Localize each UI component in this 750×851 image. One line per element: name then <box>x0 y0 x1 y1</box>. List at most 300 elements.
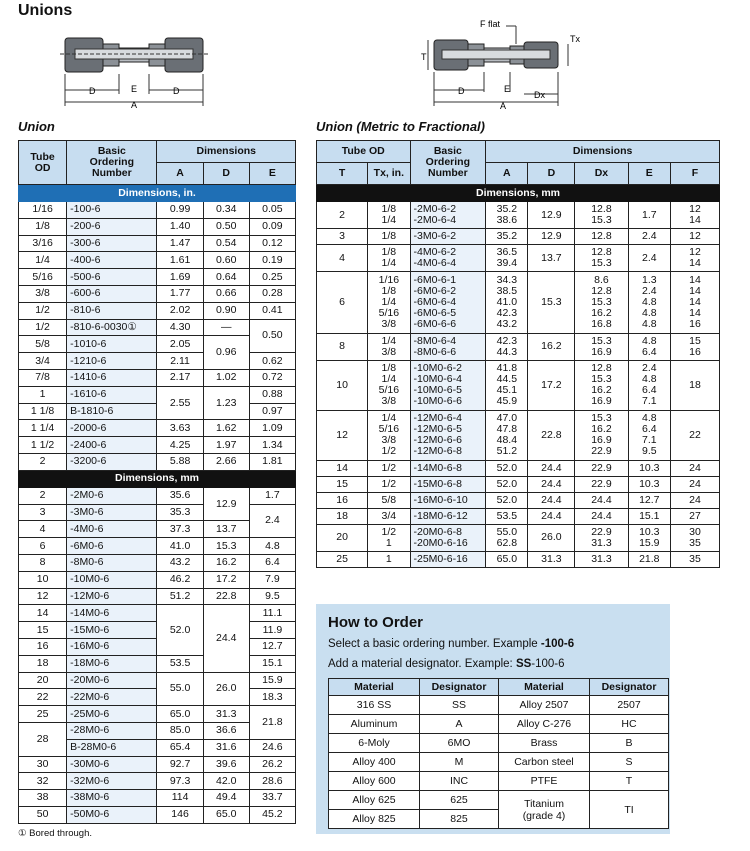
dim-f-cell <box>670 508 719 524</box>
value-cell: 12.9 <box>203 487 249 521</box>
value-cell: 1 1/2 <box>19 437 67 454</box>
value-cell: 28.6 <box>249 773 295 790</box>
part-number-cell: B-28M0-6 <box>67 739 157 756</box>
cell-line: 43.2 <box>496 317 518 330</box>
cell-line: 15.3 <box>591 257 612 269</box>
value-cell: 7/8 <box>19 369 67 386</box>
dim-dx-cell <box>575 476 628 492</box>
value-cell: 1.02 <box>203 369 249 386</box>
value-cell: 1.81 <box>249 453 295 470</box>
value-cell: 17.2 <box>203 571 249 588</box>
header-dimensions: Dimensions <box>157 141 296 163</box>
value-cell: 21.8 <box>249 706 295 740</box>
cell-line: 1 <box>385 536 392 549</box>
cell-line: 12.8 <box>591 230 612 242</box>
metric-union-body-drawing <box>434 40 558 70</box>
dim-a-cell <box>486 360 528 410</box>
value-cell: 11.9 <box>249 622 295 639</box>
value-cell: 1.62 <box>203 420 249 437</box>
cell-line: 3/8 <box>381 317 397 330</box>
material-row <box>329 772 669 791</box>
value-cell: 37.3 <box>157 521 203 538</box>
table-row <box>317 245 720 272</box>
part-number-cell: -3200-6 <box>67 453 157 470</box>
value-cell: 36.6 <box>203 722 249 739</box>
table-row <box>317 333 720 360</box>
union-diagram <box>55 28 215 110</box>
dim-dx-cell <box>575 524 628 551</box>
part-number-cell: -25M0-6 <box>67 706 157 723</box>
cell-line: 2.4 <box>642 284 657 297</box>
value-cell: 5/8 <box>19 336 67 353</box>
material-header: Material <box>329 679 420 696</box>
dim-f-cell <box>670 476 719 492</box>
material-header: Material <box>499 679 590 696</box>
cell-line: 30 <box>689 525 701 538</box>
cell-line: 5/16 <box>378 384 400 396</box>
cell-line: 2.4 <box>642 362 657 374</box>
cell-line: 16.2 <box>591 306 612 319</box>
dim-d-cell: 13.7 <box>528 245 575 272</box>
cell-line: 5/16 <box>378 306 400 319</box>
part-number-cell: -14M0-6 <box>67 605 157 622</box>
cell-line: 5/16 <box>378 423 400 435</box>
cell-line: 1/2 <box>381 461 397 474</box>
table-row <box>19 218 296 235</box>
part-number-cell: -200-6 <box>67 218 157 235</box>
part-number-cell: -300-6 <box>67 235 157 252</box>
header-e: E <box>249 163 295 185</box>
designator-cell: T <box>590 772 669 791</box>
cell-line: 14 <box>689 284 701 297</box>
value-cell: 0.25 <box>249 269 295 286</box>
cell-line: 44.5 <box>496 373 518 385</box>
part-number-cell: -50M0-6 <box>67 806 157 823</box>
header-d: D <box>203 163 249 185</box>
union-body-drawing <box>60 38 210 72</box>
cell-line: 12 <box>689 246 701 258</box>
cell-line: 14 <box>689 273 701 286</box>
tube-t-cell: 20 <box>317 524 368 551</box>
cell-line: 22.9 <box>591 445 612 457</box>
part-number-cell <box>410 245 486 272</box>
cell-line: 4.8 <box>642 334 657 347</box>
header-t: T <box>317 163 368 185</box>
value-cell: 3/8 <box>19 285 67 302</box>
dim-dx-cell <box>575 492 628 508</box>
value-cell: 1.69 <box>157 269 203 286</box>
part-number-cell <box>410 524 486 551</box>
value-cell: 33.7 <box>249 790 295 807</box>
dim-dx-cell <box>575 202 628 229</box>
material-cell: PTFE <box>499 772 590 791</box>
dim-a-cell <box>486 476 528 492</box>
table-row <box>19 453 296 470</box>
cell-line: -20M0-6-16 <box>413 536 468 549</box>
cell-line: -4M0-6-2 <box>413 246 457 258</box>
value-cell: 31.3 <box>203 706 249 723</box>
dim-f-cell <box>670 245 719 272</box>
cell-line: -12M0-6-4 <box>413 412 462 424</box>
value-cell: 26.0 <box>203 672 249 706</box>
header-dx: Dx <box>575 163 628 185</box>
dim-a-cell <box>486 229 528 245</box>
value-cell: 6 <box>19 538 67 555</box>
cell-line: 12.8 <box>591 284 612 297</box>
cell-line: 31.3 <box>591 552 612 565</box>
value-cell: 65.0 <box>157 706 203 723</box>
dim-f-cell <box>670 410 719 460</box>
cell-line: -20M0-6-8 <box>413 525 462 538</box>
part-number-cell: -600-6 <box>67 285 157 302</box>
metric-union-diagram <box>420 18 590 110</box>
part-number-cell: -30M0-6 <box>67 756 157 773</box>
value-cell: 28 <box>19 722 67 756</box>
cell-line: 12 <box>689 203 701 215</box>
tube-t-cell: 8 <box>317 333 368 360</box>
value-cell: 3/4 <box>19 353 67 370</box>
cell-line: 6.4 <box>642 345 657 358</box>
value-cell: 9.5 <box>249 588 295 605</box>
dim-dx-cell <box>575 551 628 567</box>
cell-line: 55.0 <box>496 525 518 538</box>
value-cell: 2.05 <box>157 336 203 353</box>
value-cell: 35.3 <box>157 504 203 521</box>
cell-line: 4.8 <box>642 412 657 424</box>
value-cell: 3 <box>19 504 67 521</box>
value-cell: 1/4 <box>19 252 67 269</box>
tube-t-cell: 2 <box>317 202 368 229</box>
table-row <box>317 272 720 334</box>
value-cell: 92.7 <box>157 756 203 773</box>
table-row <box>19 806 296 823</box>
tube-tx-cell <box>368 476 410 492</box>
table-row <box>19 386 296 403</box>
cell-line: -8M0-6-6 <box>413 345 457 358</box>
cell-line: 24.4 <box>591 509 612 522</box>
material-cell: Alloy 600 <box>329 772 420 791</box>
value-cell: 51.2 <box>157 588 203 605</box>
value-cell: 0.09 <box>249 218 295 235</box>
cell-line: 15.3 <box>591 373 612 385</box>
value-cell: 2.17 <box>157 369 203 386</box>
value-cell: 45.2 <box>249 806 295 823</box>
table-row <box>317 492 720 508</box>
dim-label-t: T <box>421 52 427 62</box>
cell-line: -6M0-6-4 <box>413 295 457 308</box>
cell-line: 1/4 <box>381 373 397 385</box>
material-cell: Alloy 400 <box>329 753 420 772</box>
value-cell: 146 <box>157 806 203 823</box>
value-cell: 1.47 <box>157 235 203 252</box>
part-number-cell: -500-6 <box>67 269 157 286</box>
cell-line: 14 <box>689 306 701 319</box>
part-number-cell: -20M0-6 <box>67 672 157 689</box>
cell-line: -6M0-6-6 <box>413 317 457 330</box>
cell-line: -12M0-6-6 <box>413 434 462 446</box>
part-number-cell: -2400-6 <box>67 437 157 454</box>
value-cell: 3/16 <box>19 235 67 252</box>
cell-line: 8.6 <box>594 273 609 286</box>
table-row <box>317 229 720 245</box>
table-row <box>19 655 296 672</box>
section-band <box>19 185 296 202</box>
part-number-cell <box>410 229 486 245</box>
value-cell: 1.61 <box>157 252 203 269</box>
dim-dx-cell <box>575 272 628 334</box>
header-a: A <box>486 163 528 185</box>
value-cell: 4.25 <box>157 437 203 454</box>
designator-cell: M <box>420 753 499 772</box>
cell-line: 10.3 <box>639 525 660 538</box>
header-tube-od: Tube OD <box>317 141 411 163</box>
table-row <box>19 319 296 336</box>
cell-line: 10.3 <box>639 461 660 474</box>
cell-line: 3/8 <box>381 395 397 407</box>
cell-line: -10M0-6-6 <box>413 395 462 407</box>
dim-dx-cell <box>575 333 628 360</box>
value-cell: 18.3 <box>249 689 295 706</box>
value-cell: 38 <box>19 790 67 807</box>
dim-e-cell <box>628 410 670 460</box>
cell-line: 45.1 <box>496 384 518 396</box>
cell-line: 15 <box>689 334 701 347</box>
cell-line: 44.3 <box>496 345 518 358</box>
value-cell: 8 <box>19 554 67 571</box>
dim-label-e: E <box>131 84 138 94</box>
value-cell: 15 <box>19 622 67 639</box>
cell-line: 1/4 <box>381 257 397 269</box>
material-cell: 316 SS <box>329 696 420 715</box>
part-number-cell: -22M0-6 <box>67 689 157 706</box>
value-cell: 0.34 <box>203 202 249 219</box>
footnote: ① Bored through. <box>18 828 93 839</box>
cell-line: 16.8 <box>591 317 612 330</box>
tube-t-cell: 25 <box>317 551 368 567</box>
value-cell: 0.90 <box>203 302 249 319</box>
value-cell: 15.1 <box>249 655 295 672</box>
value-cell: 0.66 <box>203 285 249 302</box>
value-cell: 0.28 <box>249 285 295 302</box>
cell-line: 12.8 <box>591 203 612 215</box>
header-tx: Tx, in. <box>368 163 410 185</box>
cell-line: 51.2 <box>496 445 518 457</box>
table-row <box>19 487 296 504</box>
section-band-label: Dimensions, in. <box>19 185 296 202</box>
table-row <box>19 571 296 588</box>
value-cell: 26.2 <box>249 756 295 773</box>
section-band-label: Dimensions, mm <box>19 470 296 487</box>
tube-t-cell: 6 <box>317 272 368 334</box>
dim-a-cell <box>486 492 528 508</box>
material-cell: Aluminum <box>329 715 420 734</box>
value-cell: 0.19 <box>249 252 295 269</box>
designator-cell: S <box>590 753 669 772</box>
material-header: Designator <box>420 679 499 696</box>
dim-a-cell <box>486 333 528 360</box>
table-row <box>19 369 296 386</box>
tube-tx-cell <box>368 333 410 360</box>
dim-label-d-right: D <box>173 86 180 96</box>
cell-line: 16.9 <box>591 434 612 446</box>
value-cell: 1/2 <box>19 319 67 336</box>
cell-line: 1/8 <box>381 203 397 215</box>
tube-tx-cell <box>368 551 410 567</box>
cell-line: 24 <box>689 493 701 506</box>
dim-f-cell <box>670 524 719 551</box>
cell-line: 14 <box>689 214 701 226</box>
dim-d-cell: 12.9 <box>528 202 575 229</box>
value-cell: 4 <box>19 521 67 538</box>
cell-line: 12 <box>689 230 701 242</box>
table-row <box>19 252 296 269</box>
value-cell: 55.0 <box>157 672 203 706</box>
dim-e-cell <box>628 333 670 360</box>
cell-line: 47.0 <box>496 412 518 424</box>
table-row <box>19 202 296 219</box>
tube-tx-cell <box>368 272 410 334</box>
table-row <box>19 706 296 723</box>
value-cell: 114 <box>157 790 203 807</box>
cell-line: -12M0-6-8 <box>413 445 462 457</box>
section-band-label: Dimensions, mm <box>317 185 720 202</box>
dim-dx-cell <box>575 229 628 245</box>
section-band <box>19 470 296 487</box>
value-cell: 4.30 <box>157 319 203 336</box>
designator-cell: 625 <box>420 791 499 810</box>
cell-line: 1.3 <box>642 273 657 286</box>
dim-label-d-left: D <box>89 86 96 96</box>
value-cell: 2 <box>19 487 67 504</box>
value-cell: 53.5 <box>157 655 203 672</box>
how-to-order-panel <box>316 604 670 834</box>
dim-f-cell <box>670 551 719 567</box>
dim-a-cell <box>486 460 528 476</box>
cell-line: -6M0-6-5 <box>413 306 457 319</box>
cell-line: 48.4 <box>496 434 518 446</box>
header-a: A <box>157 163 203 185</box>
material-cell: Alloy 2507 <box>499 696 590 715</box>
value-cell: 41.0 <box>157 538 203 555</box>
value-cell: 2.02 <box>157 302 203 319</box>
value-cell: 11.1 <box>249 605 295 622</box>
cell-line: 35 <box>689 536 701 549</box>
dim-e-cell <box>628 492 670 508</box>
table-row <box>19 235 296 252</box>
header-tube-od: Tube OD <box>19 141 67 185</box>
material-header: Designator <box>590 679 669 696</box>
part-number-cell <box>410 333 486 360</box>
designator-cell: TI <box>590 791 669 829</box>
cell-line: 1/4 <box>381 334 397 347</box>
dim-label-dx: Dx <box>534 90 545 100</box>
value-cell: 2.55 <box>157 386 203 420</box>
table-row <box>317 524 720 551</box>
cell-line: 52.0 <box>496 461 518 474</box>
dim-d-cell: 24.4 <box>528 492 575 508</box>
cell-line: 15.3 <box>591 334 612 347</box>
part-number-cell: -1210-6 <box>67 353 157 370</box>
material-cell: Carbon steel <box>499 753 590 772</box>
part-number-cell <box>410 492 486 508</box>
table-row <box>19 588 296 605</box>
dim-label-a: A <box>500 101 507 110</box>
cell-line: Titanium <box>524 797 564 810</box>
material-cell: Alloy 825 <box>329 810 420 829</box>
cell-line: -15M0-6-8 <box>413 477 462 490</box>
tube-t-cell: 15 <box>317 476 368 492</box>
table-row <box>19 269 296 286</box>
cell-line: 16.2 <box>591 384 612 396</box>
cell-line: 42.3 <box>496 306 518 319</box>
value-cell: 65.4 <box>157 739 203 756</box>
cell-line: 12.8 <box>591 362 612 374</box>
cell-line: 18 <box>689 378 701 391</box>
part-number-cell <box>410 202 486 229</box>
dim-d-cell: 24.4 <box>528 476 575 492</box>
value-cell: 25 <box>19 706 67 723</box>
value-cell: 52.0 <box>157 605 203 655</box>
cell-line: 16.9 <box>591 345 612 358</box>
cell-line: -2M0-6-2 <box>413 203 457 215</box>
cell-line: 7.1 <box>642 434 657 446</box>
value-cell: 16 <box>19 638 67 655</box>
material-row <box>329 791 669 810</box>
dim-dx-cell <box>575 460 628 476</box>
cell-line: 1/8 <box>381 362 397 374</box>
value-cell: 13.7 <box>203 521 249 538</box>
value-cell: 1.97 <box>203 437 249 454</box>
page-title: Unions <box>18 2 73 19</box>
tube-t-cell: 4 <box>317 245 368 272</box>
dim-e-cell <box>628 245 670 272</box>
part-number-cell: -810-6-0030① <box>67 319 157 336</box>
part-number-cell <box>410 551 486 567</box>
cell-line: 1/2 <box>381 477 397 490</box>
part-number-cell: -12M0-6 <box>67 588 157 605</box>
cell-line: 1/8 <box>381 284 397 297</box>
header-f: F <box>670 163 719 185</box>
part-number-cell: -6M0-6 <box>67 538 157 555</box>
cell-line: 2.4 <box>642 230 657 242</box>
tube-t-cell: 14 <box>317 460 368 476</box>
cell-line: 45.9 <box>496 395 518 407</box>
dim-d-cell: 12.9 <box>528 229 575 245</box>
value-cell: 1/2 <box>19 302 67 319</box>
cell-line: -4M0-6-4 <box>413 257 457 269</box>
cell-line: -12M0-6-5 <box>413 423 462 435</box>
cell-line: 16.2 <box>591 423 612 435</box>
header-dimensions: Dimensions <box>486 141 720 163</box>
dim-d-cell: 24.4 <box>528 460 575 476</box>
value-cell: 0.54 <box>203 235 249 252</box>
designator-cell: 2507 <box>590 696 669 715</box>
part-number-cell: -810-6 <box>67 302 157 319</box>
value-cell: 16.2 <box>203 554 249 571</box>
dim-a-cell <box>486 202 528 229</box>
dim-e-cell <box>628 229 670 245</box>
tube-tx-cell <box>368 229 410 245</box>
union-metric-section-title: Union (Metric to Fractional) <box>316 119 485 134</box>
table-row <box>19 554 296 571</box>
part-number-cell <box>410 410 486 460</box>
value-cell: 1/16 <box>19 202 67 219</box>
tube-tx-cell <box>368 524 410 551</box>
dim-label-d: D <box>458 86 465 96</box>
tube-t-cell: 12 <box>317 410 368 460</box>
dim-e-cell <box>628 524 670 551</box>
cell-line: 1/2 <box>381 445 397 457</box>
